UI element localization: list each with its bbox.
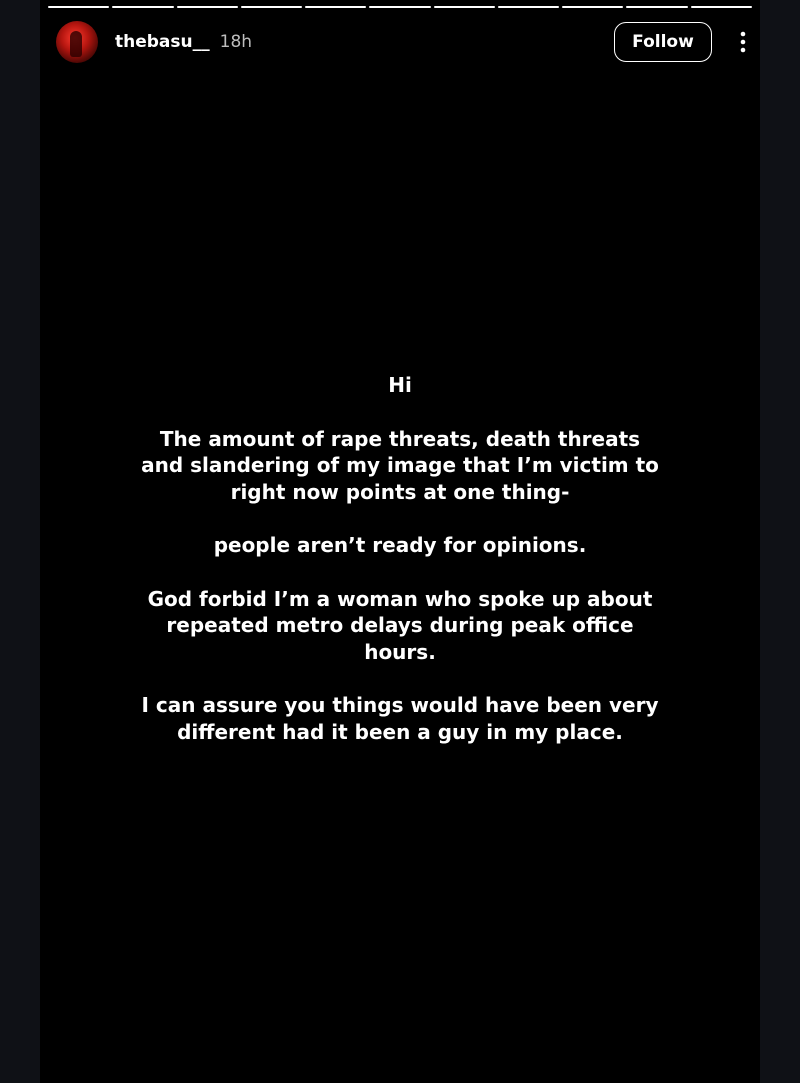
progress-segment — [498, 6, 559, 8]
story-paragraph: God forbid I’m a woman who spoke up about repeated metro delays during peak office hours. — [147, 586, 653, 664]
story-text — [40, 372, 760, 772]
progress-segment — [369, 6, 430, 8]
progress-segment — [305, 6, 366, 8]
username[interactable]: thebasu__ — [115, 32, 210, 52]
follow-button[interactable]: Follow — [614, 22, 712, 62]
story-card[interactable] — [40, 0, 760, 1083]
progress-segment — [434, 6, 495, 8]
progress-segment — [112, 6, 173, 8]
story-paragraph: The amount of rape threats, death threats and slandering of my image that I’m victim to right now points at one thing- — [141, 426, 659, 504]
post-time: 18h — [219, 32, 253, 52]
story-paragraph: Hi — [388, 373, 412, 397]
progress-segment — [691, 6, 752, 8]
avatar-figure — [70, 31, 82, 57]
story-progress-bar — [48, 6, 752, 8]
progress-segment — [626, 6, 687, 8]
story-paragraph: people aren’t ready for opinions. — [213, 533, 587, 557]
story-header — [56, 20, 744, 64]
story-paragraph: I can assure you things would have been very different had it been a guy in my place. — [141, 693, 659, 744]
progress-segment — [177, 6, 238, 8]
progress-segment — [48, 6, 109, 8]
avatar[interactable] — [56, 21, 98, 63]
progress-segment — [562, 6, 623, 8]
more-vertical-icon[interactable] — [728, 22, 758, 62]
progress-segment — [241, 6, 302, 8]
